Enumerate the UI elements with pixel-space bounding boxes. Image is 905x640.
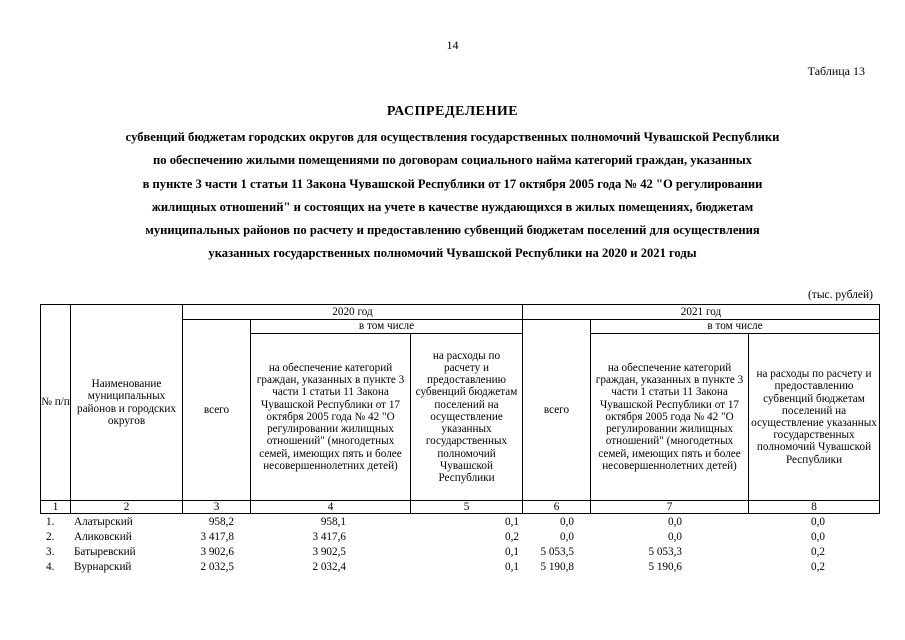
row-name: Вурнарский [74, 561, 132, 573]
col-number: 5 [463, 500, 470, 513]
table-number: Таблица 13 [807, 64, 865, 78]
year-2021-header: 2021 год [680, 305, 722, 318]
subtitle-line: по обеспечению жилыми помещениями по договорам социального найма категорий граждан, указанных [153, 153, 752, 168]
row-admin-2020: 0,2 [505, 531, 519, 543]
col-number: 7 [666, 500, 673, 513]
page-number: 14 [446, 38, 459, 52]
admin-2021-header: на расходы по расчету и предоставлению субвенций бюджетам поселений на осуществление указанных государственных полномочий Чувашской Республики [751, 368, 877, 466]
col-number: 4 [327, 500, 334, 513]
row-admin-2021: 0,2 [811, 561, 825, 573]
table-header [40, 304, 880, 514]
row-total-2021: 5 053,5 [540, 546, 574, 558]
row-admin-2020: 0,1 [505, 561, 519, 573]
col-number: 6 [553, 500, 560, 513]
col-number: 3 [213, 500, 220, 513]
row-admin-2021: 0,0 [811, 531, 825, 543]
row-total-2021: 5 190,8 [540, 561, 574, 573]
row-admin-2020: 0,1 [505, 516, 519, 528]
incl-2021-header: в том числе [707, 320, 763, 333]
row-total-2021: 0,0 [560, 516, 574, 528]
table-row [40, 515, 880, 530]
col-number: 8 [811, 500, 817, 513]
table-row [40, 545, 880, 560]
row-housing-2020: 2 032,4 [312, 561, 346, 573]
row-name: Аликовский [74, 531, 132, 543]
row-total-2020: 958,2 [208, 516, 234, 528]
col-name-header: Наименование муниципальных районов и городских округов [76, 378, 177, 427]
col-number: 2 [123, 500, 130, 513]
row-total-2020: 2 032,5 [200, 561, 234, 573]
subtitle-line: муниципальных районов по расчету и предоставлению субвенций бюджетам поселений для осуществления [145, 223, 760, 238]
row-total-2020: 3 417,8 [200, 531, 234, 543]
row-name: Алатырский [74, 516, 133, 528]
row-housing-2020: 3 902,5 [312, 546, 346, 558]
subtitle-line: указанных государственных полномочий Чувашской Республики на 2020 и 2021 годы [208, 246, 697, 261]
incl-2020-header: в том числе [358, 320, 415, 333]
row-housing-2021: 0,0 [668, 531, 682, 543]
document-title: РАСПРЕДЕЛЕНИЕ [386, 104, 519, 119]
document-subtitle [60, 126, 845, 266]
total-2021-header: всего [543, 403, 570, 416]
units-label: (тыс. рублей) [807, 289, 873, 301]
row-total-2020: 3 902,6 [200, 546, 234, 558]
col-num-header: № п/п [41, 396, 70, 409]
year-2020-header: 2020 год [332, 305, 373, 318]
subtitle-line: субвенций бюджетам городских округов для осуществления государственных полномочий Чувашской Республики [125, 130, 780, 144]
col-number: 1 [52, 500, 59, 513]
row-admin-2020: 0,1 [505, 546, 519, 558]
row-housing-2020: 3 417,6 [312, 531, 346, 543]
row-num: 2. [46, 531, 55, 543]
table-row [40, 530, 880, 545]
housing-2021-header: на обеспечение категорий граждан, указанных в пункте 3 части 1 статьи 11 Закона Чувашской Республики от 17 октября 2005 года № 42 "О регулировании жилищных отношений" (многодетных семей, имеющих пять и более несовершеннолетних детей) [595, 362, 744, 472]
row-housing-2021: 5 190,6 [648, 561, 682, 573]
table-row [40, 560, 880, 575]
row-admin-2021: 0,0 [811, 516, 825, 528]
admin-2020-header: на расходы по расчету и предоставлению субвенций бюджетам поселений на осуществление указанных государственных полномочий Чувашской Республики [415, 349, 518, 484]
row-housing-2021: 0,0 [668, 516, 682, 528]
housing-2020-header: на обеспечение категорий граждан, указанных в пункте 3 части 1 статьи 11 Закона Чувашской Республики от 17 октября 2005 года № 42 "О регулировании жилищных отношений" (многодетных семей, имеющих пять и более несовершеннолетних детей) [256, 362, 405, 472]
row-num: 3. [46, 546, 55, 558]
row-num: 1. [46, 516, 55, 528]
subtitle-line: жилищных отношений" и состоящих на учете в качестве нуждающихся в жилых помещениях, бюджетам [151, 199, 754, 214]
row-admin-2021: 0,2 [811, 546, 825, 558]
row-housing-2021: 5 053,3 [648, 546, 682, 558]
row-num: 4. [46, 561, 55, 573]
total-2020-header: всего [203, 403, 230, 416]
subtitle-line: в пункте 3 части 1 статьи 11 Закона Чувашской Республики от 17 октября 2005 года № 42 "О регулировании [142, 176, 763, 191]
row-name: Батыревский [74, 546, 136, 558]
row-total-2021: 0,0 [560, 531, 574, 543]
row-housing-2020: 958,1 [320, 516, 346, 528]
